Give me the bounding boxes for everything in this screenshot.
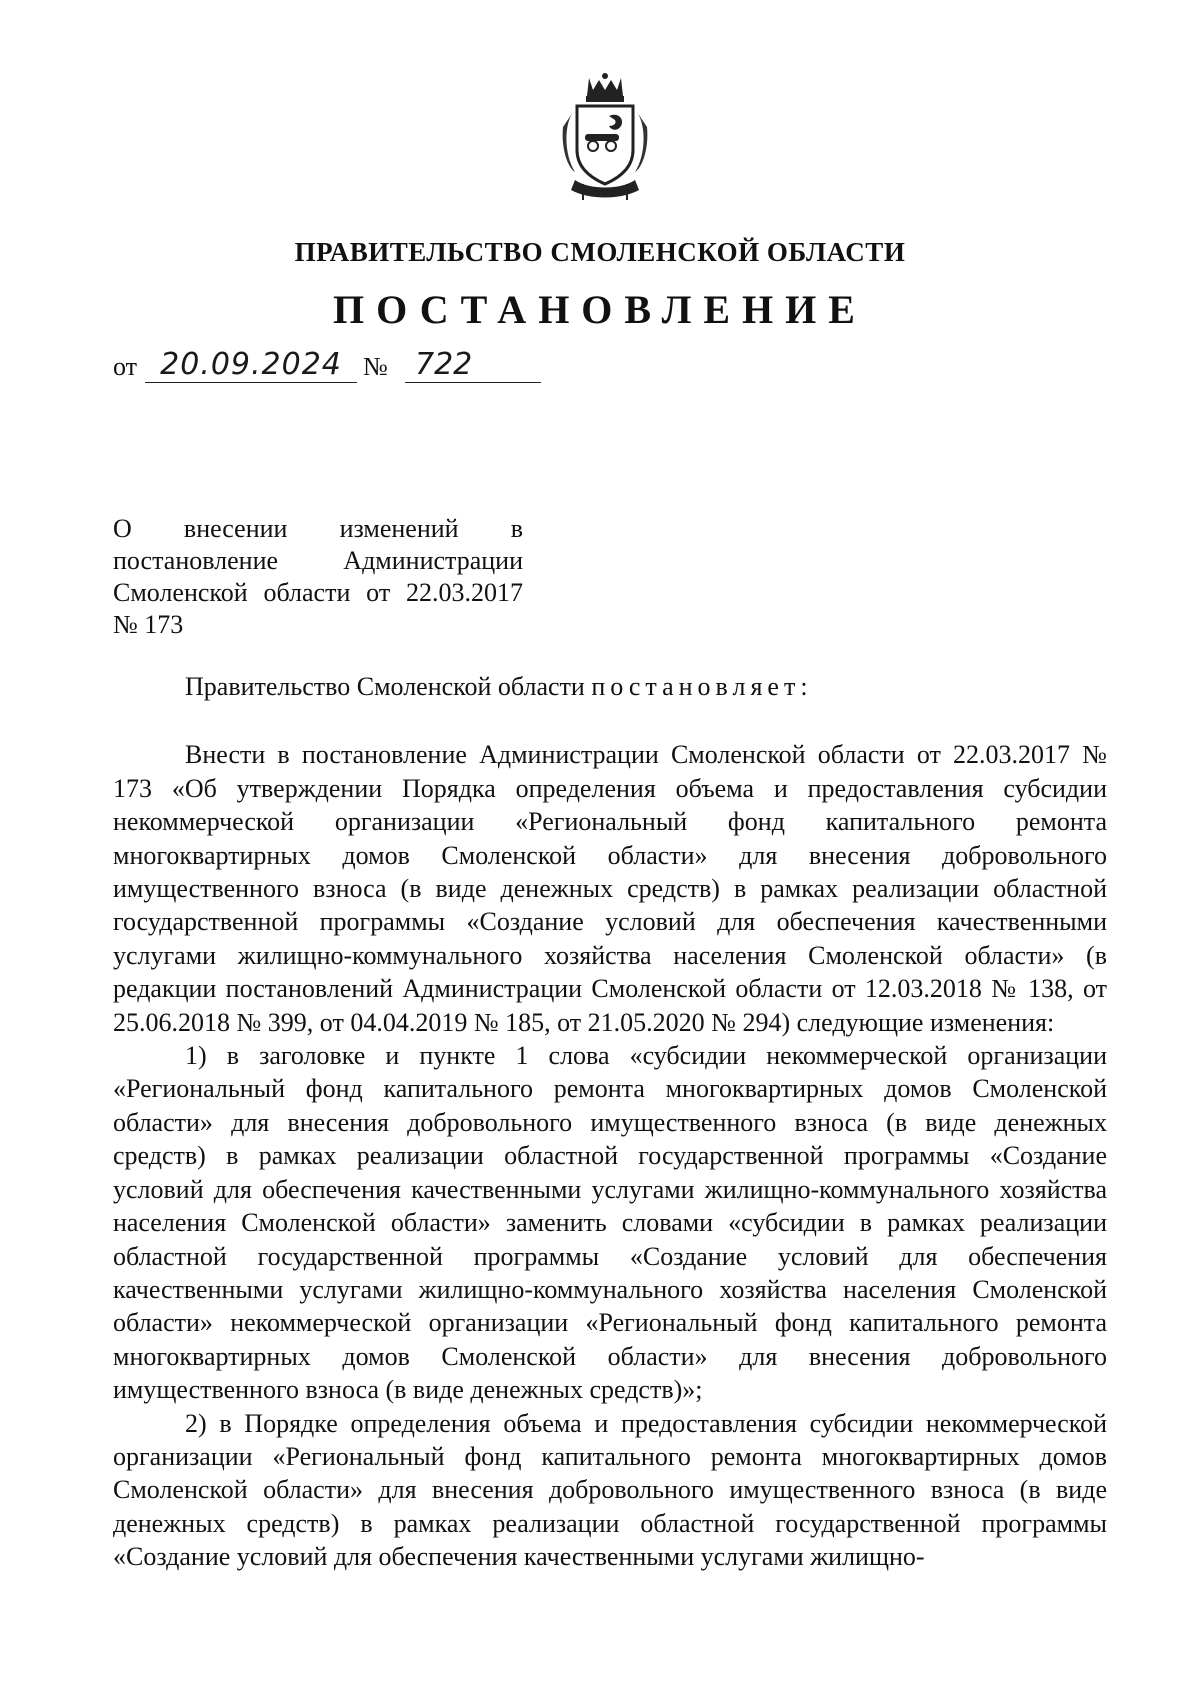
- enacting-clause: [113, 670, 1107, 703]
- body-paragraph: Внести в постановление Администрации Смоленской области от 22.03.2017 № 173 «Об утверждении Порядка определения объема и предоставления субсидии некоммерческой организации «Региональный фонд капитального ремонта многоквартирных домов Смоленской области» для внесения добровольного имущественного взноса (в виде денежных средств) в рамках реализации областной государственной программы «Создание условий для обеспечения качественными услугами жилищно-коммунального хозяйства населения Смоленской области» (в редакции постановлений Администрации Смоленской области от 12.03.2018 № 138, от 25.06.2018 № 399, от 04.04.2019 № 185, от 21.05.2020 № 294) следующие изменения:: [113, 740, 1107, 1037]
- handwritten-date: 20.09.2024: [145, 348, 357, 383]
- date-number-line: [113, 348, 533, 388]
- body-paragraph: 1) в заголовке и пункте 1 слова «субсидии некоммерческой организации «Региональный фонд капитального ремонта многоквартирных домов Смоленской области» для внесения добровольного имущественного взноса (в виде денежных средств) в рамках реализации областной государственной программы «Создание условий для обеспечения качественными услугами жилищно-коммунального хозяйства населения Смоленской области» заменить словами «субсидии в рамках реализации областной государственной программы «Создание условий для обеспечения качественными услугами жилищно-коммунального хозяйства населения Смоленской области» некоммерческой организации «Региональный фонд капитального ремонта многоквартирных домов Смоленской области» для внесения добровольного имущественного взноса (в виде денежных средств)»;: [113, 1041, 1107, 1405]
- subject-line: № 173: [113, 610, 184, 639]
- handwritten-number: 722: [405, 348, 541, 383]
- document-body: [113, 670, 1107, 1574]
- coat-of-arms-icon: [553, 72, 657, 204]
- subject-line: О внесении изменений в: [113, 514, 523, 543]
- document-subject: [113, 513, 523, 641]
- subject-line: постановление Администрации: [113, 546, 523, 575]
- number-label: №: [363, 352, 388, 381]
- enacting-text: Правительство Смоленской области: [185, 672, 592, 701]
- subject-line: Смоленской области от 22.03.2017: [113, 578, 523, 607]
- body-paragraph: 2) в Порядке определения объема и предоставления субсидии некоммерческой организации «Региональный фонд капитального ремонта многоквартирных домов Смоленской области» для внесения добровольного имущественного взноса (в виде денежных средств) в рамках реализации областной государственной программы «Создание условий для обеспечения качественными услугами жилищно-: [113, 1408, 1107, 1572]
- issuing-authority: ПРАВИТЕЛЬСТВО СМОЛЕНСКОЙ ОБЛАСТИ: [294, 237, 906, 267]
- date-label: от: [113, 352, 138, 381]
- document-type: ПОСТАНОВЛЕНИЕ: [333, 287, 867, 332]
- enacting-verb: постановляет:: [591, 672, 813, 701]
